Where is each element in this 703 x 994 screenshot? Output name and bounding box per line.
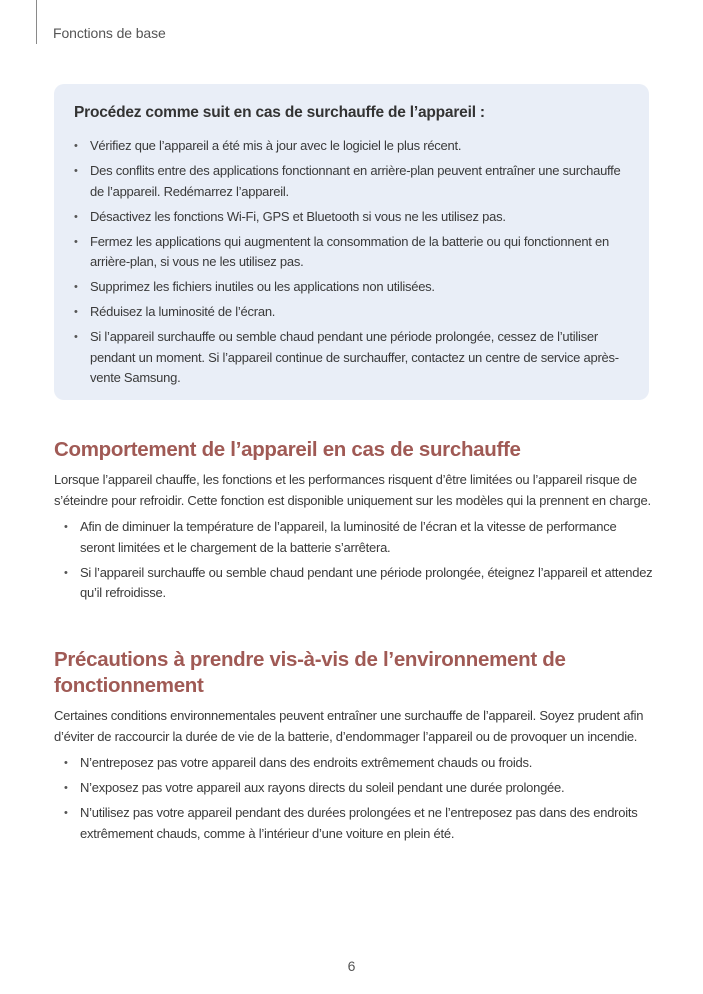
list-item: • Si l’appareil surchauffe ou semble chaud pendant une période prolongée, cessez de l’utiliser pendant un moment. Si l’appareil continue de surchauffer, contactez un centre de service après-vente Samsung. [74, 329, 619, 385]
list-item: • N’exposez pas votre appareil aux rayons directs du soleil pendant une durée prolongée. [64, 778, 654, 799]
bullet-icon: • [74, 140, 78, 152]
list-item: • Vérifiez que l’appareil a été mis à jour avec le logiciel le plus récent. [74, 136, 629, 157]
bullet-icon: • [64, 782, 68, 794]
section-list [64, 753, 654, 844]
bullet-icon: • [64, 521, 68, 533]
section-heading: Précautions à prendre vis-à-vis de l’environnement de fonctionnement [54, 648, 566, 697]
bullet-icon: • [74, 165, 78, 177]
section-overheating-behavior [54, 437, 654, 608]
bullet-icon: • [74, 331, 78, 343]
note-title: Procédez comme suit en cas de surchauffe de l’appareil : [74, 104, 485, 121]
list-item: • Fermez les applications qui augmentent la consommation de la batterie ou qui fonctionnent en arrière-plan, si vous ne les utilisez pas. [74, 233, 609, 269]
page-number: 6 [347, 958, 356, 974]
list-item: • Désactivez les fonctions Wi-Fi, GPS et Bluetooth si vous ne les utilisez pas. [74, 207, 629, 228]
overheating-note-box [54, 84, 649, 400]
list-item: • Si l’appareil surchauffe ou semble chaud pendant une période prolongée, éteignez l’appareil et attendez qu’il refroidisse. [64, 564, 653, 600]
list-item: • N’utilisez pas votre appareil pendant des durées prolongées et ne l’entreposez pas dans des endroits extrêmement chauds, comme à l’intérieur d’une voiture en plein été. [64, 805, 638, 841]
bullet-icon: • [74, 281, 78, 293]
section-body: Lorsque l’appareil chauffe, les fonctions et les performances risquent d’être limitées ou l’appareil risque de s’éteindre pour refroidir. Cette fonction est disponible uniquement sur les modèles qui la prennent en charge. [54, 472, 651, 508]
bullet-icon: • [64, 566, 68, 579]
header-section-label: Fonctions de base [53, 25, 166, 41]
note-list [74, 136, 629, 389]
bullet-icon: • [74, 210, 78, 223]
list-item: • Des conflits entre des applications fonctionnant en arrière-plan peuvent entraîner une surchauffe de l’appareil. Redémarrez l’appareil. [74, 163, 621, 199]
list-item: • Afin de diminuer la température de l’appareil, la luminosité de l’écran et la vitesse de performance seront limitées et le chargement de la batterie s’arrêtera. [64, 519, 617, 555]
section-body: Certaines conditions environnementales peuvent entraîner une surchauffe de l’appareil. Soyez prudent afin d’éviter de raccourcir la durée de vie de la batterie, d’endommager l’appareil ou de provoquer un incendie. [54, 708, 644, 744]
list-item: • Réduisez la luminosité de l’écran. [74, 302, 629, 323]
section-heading: Comportement de l’appareil en cas de surchauffe [54, 438, 521, 461]
bullet-icon: • [64, 757, 68, 769]
header-divider [36, 0, 37, 44]
section-list [64, 517, 654, 604]
list-item: • Supprimez les fichiers inutiles ou les applications non utilisées. [74, 277, 629, 298]
bullet-icon: • [74, 235, 78, 248]
bullet-icon: • [64, 807, 68, 819]
section-environment-precautions [54, 647, 654, 849]
bullet-icon: • [74, 306, 78, 318]
list-item: • N’entreposez pas votre appareil dans des endroits extrêmement chauds ou froids. [64, 753, 654, 774]
